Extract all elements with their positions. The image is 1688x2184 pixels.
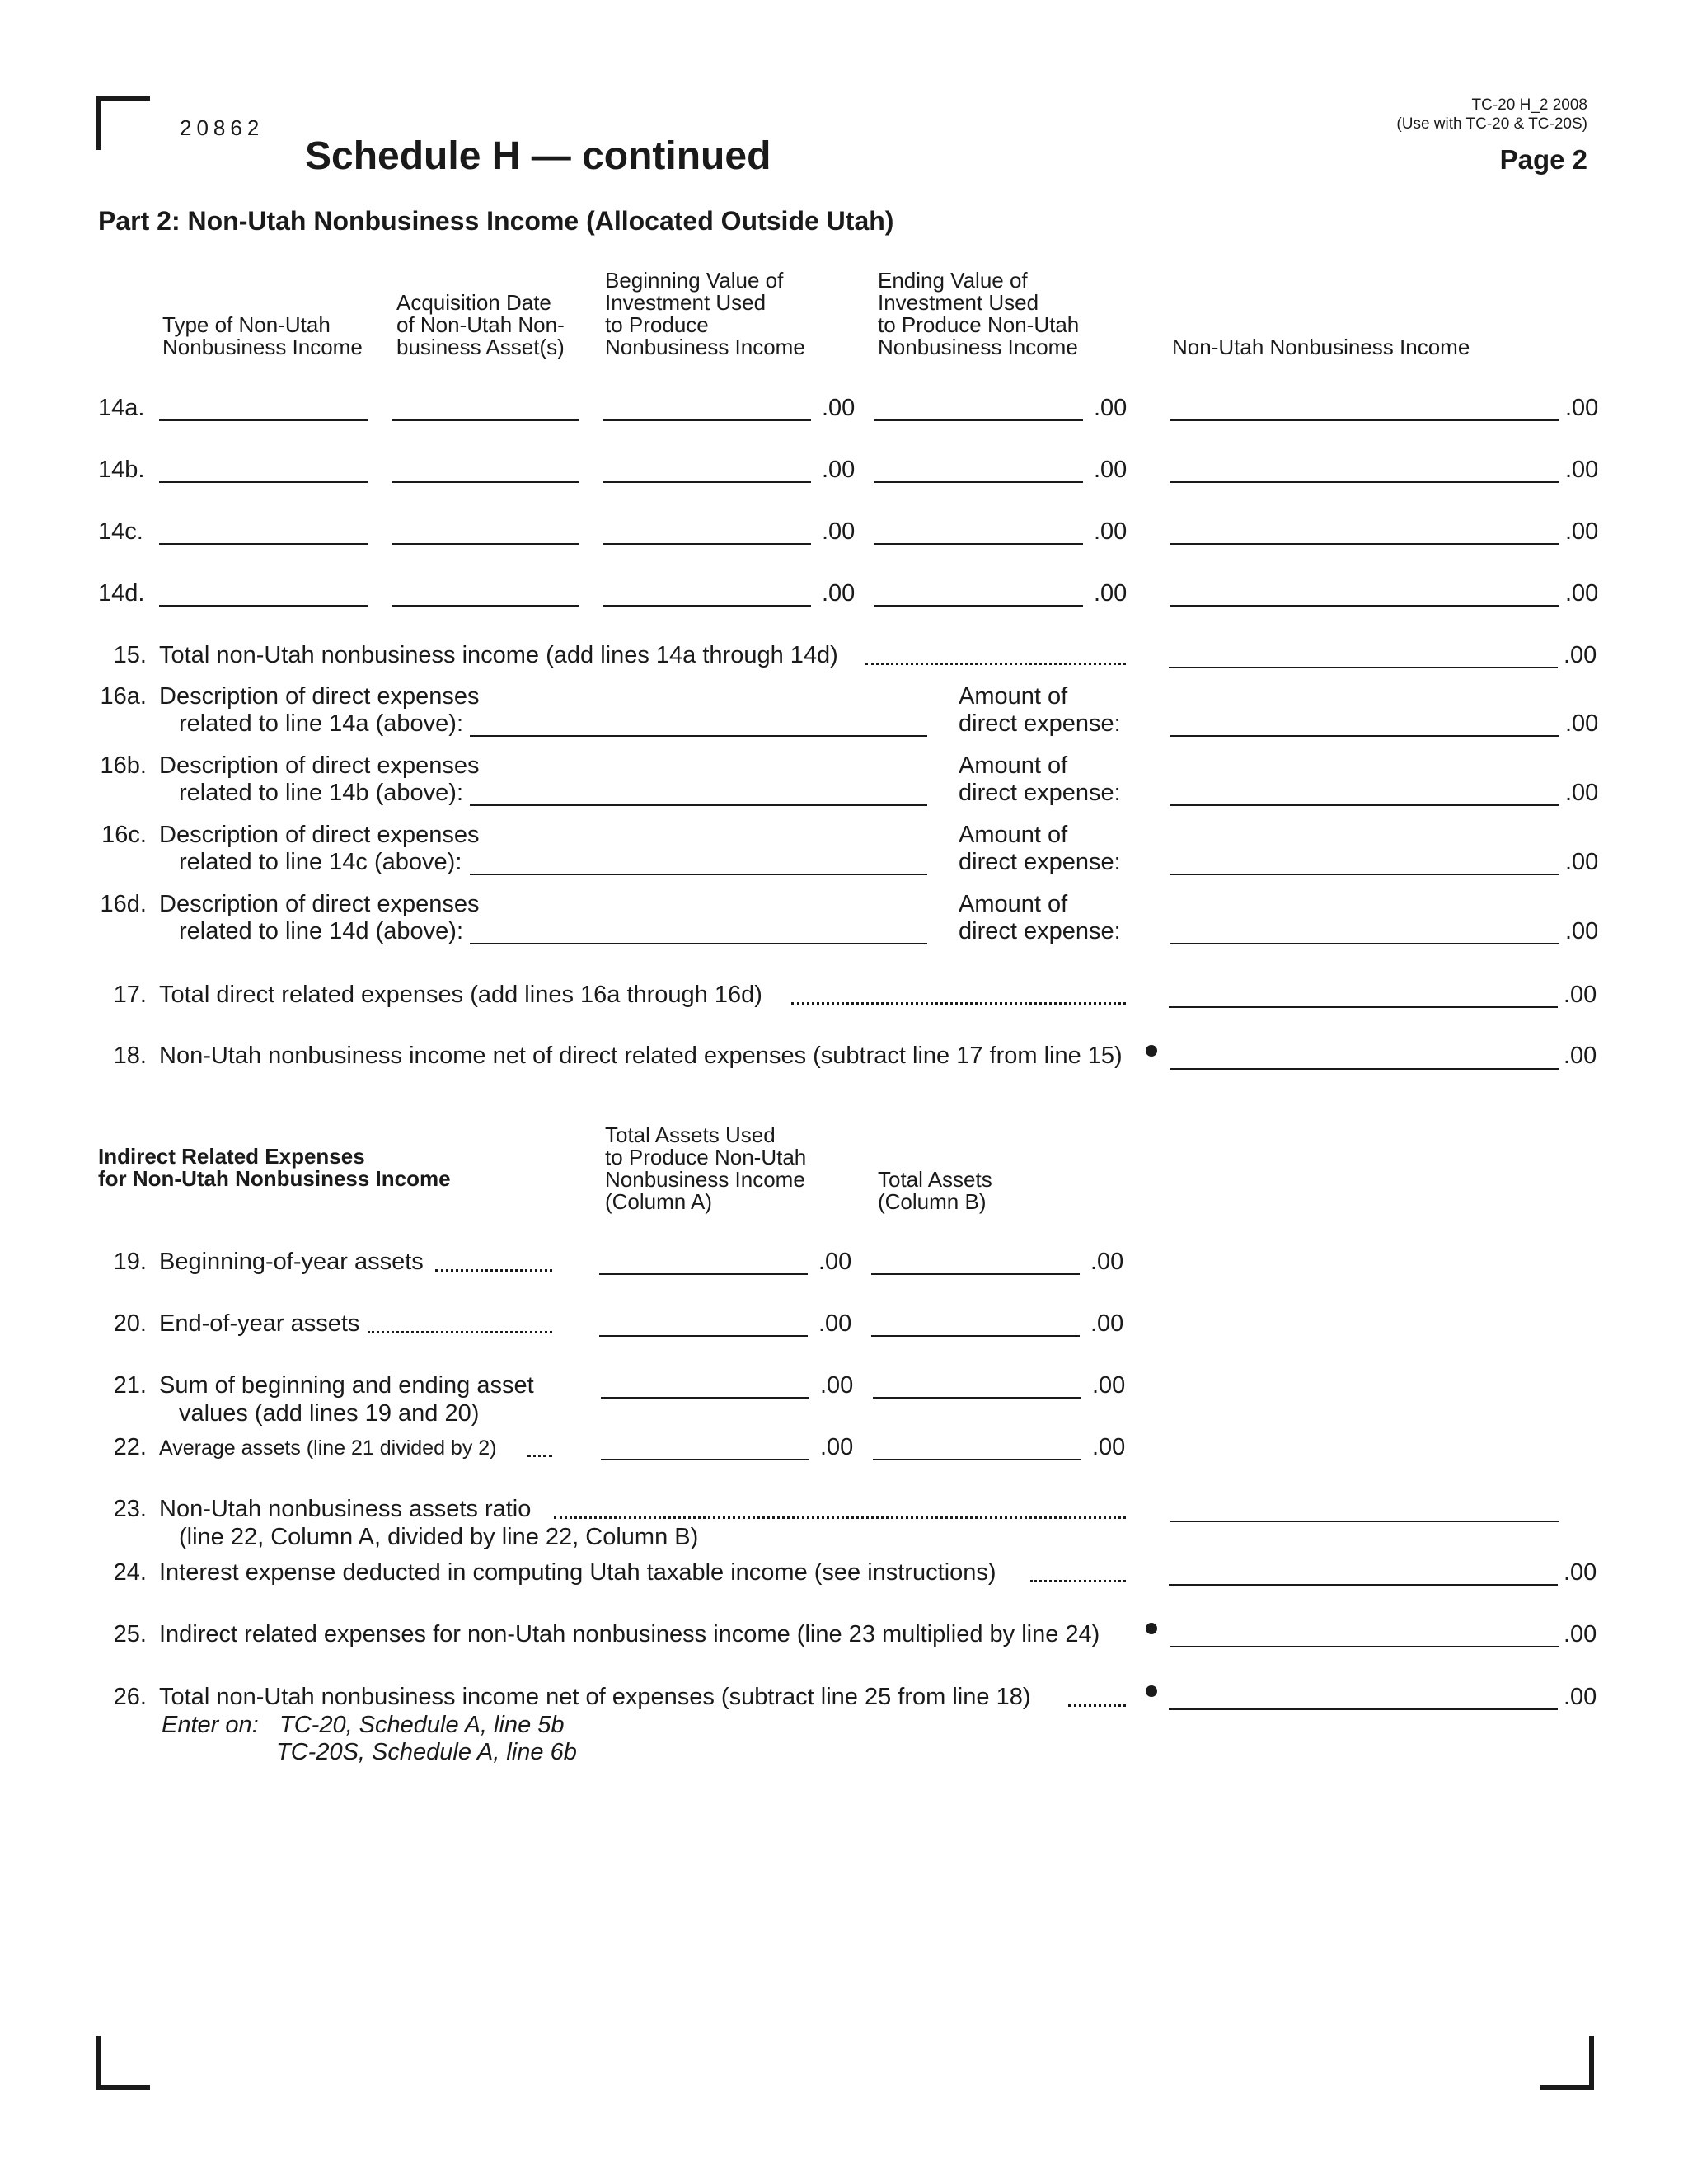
line-21-column-b-field[interactable] — [873, 1397, 1081, 1399]
enter-on-tc20: TC-20, Schedule A, line 5b — [279, 1712, 565, 1738]
line-number: 16a. — [100, 683, 147, 710]
expense-description-label-cont: related to line 14a (above): — [179, 710, 463, 737]
col-header-column-b — [878, 1169, 992, 1213]
beginning-value-field[interactable] — [603, 419, 811, 421]
cents-label: .00 — [1564, 1043, 1597, 1069]
required-bullet — [1146, 1685, 1157, 1697]
acquisition-date-field[interactable] — [392, 543, 579, 545]
direct-expense-amount-field[interactable] — [1170, 874, 1559, 875]
line-number: 14a. — [98, 395, 145, 421]
line-number: 19. — [113, 1249, 147, 1275]
line-26-amount-field[interactable] — [1169, 1708, 1558, 1710]
line-number: 17. — [113, 982, 147, 1008]
direct-expense-amount-field[interactable] — [1170, 943, 1559, 944]
line-number: 14b. — [98, 457, 145, 483]
line-number: 15. — [113, 642, 147, 668]
cents-label: .00 — [1564, 1621, 1597, 1647]
col-header-column-a — [605, 1124, 806, 1213]
dot-leader — [435, 1266, 552, 1272]
line-18-amount-field[interactable] — [1170, 1068, 1559, 1070]
line-number: 14c. — [98, 518, 143, 545]
line-24-amount-field[interactable] — [1169, 1584, 1558, 1586]
col-header-line: to Produce Non-Utah — [605, 1145, 807, 1169]
col-header-line: Beginning Value of — [605, 268, 784, 293]
line-15-text: Total non-Utah nonbusiness income (add lines 14a through 14d) — [159, 642, 838, 668]
amount-label: Amount of — [959, 891, 1068, 917]
line-number: 22. — [113, 1434, 147, 1460]
line-19-column-a-field[interactable] — [599, 1273, 808, 1275]
cents-label: .00 — [822, 580, 856, 607]
cents-label: .00 — [822, 395, 856, 421]
cents-label: .00 — [1090, 1310, 1124, 1337]
line-20-column-a-field[interactable] — [599, 1335, 808, 1337]
expense-description-label-cont: related to line 14b (above): — [179, 780, 463, 806]
corner-mark-bottom-left — [96, 2036, 150, 2090]
expense-description-field[interactable] — [470, 804, 927, 806]
dot-leader — [791, 999, 1126, 1005]
acquisition-date-field[interactable] — [392, 605, 579, 607]
line-21-text-cont: values (add lines 19 and 20) — [179, 1400, 480, 1427]
col-header-acquisition — [396, 292, 565, 359]
expense-description-label: Description of direct expenses — [159, 752, 480, 779]
line-22-text: Average assets (line 21 divided by 2) — [159, 1436, 497, 1460]
dot-leader — [528, 1451, 552, 1457]
line-19-column-b-field[interactable] — [871, 1273, 1080, 1275]
col-header-line: Investment Used — [878, 290, 1039, 315]
col-header-line: Nonbusiness Income — [605, 1167, 805, 1192]
col-header-line: to Produce — [605, 312, 709, 337]
line-number: 18. — [113, 1043, 147, 1069]
cents-label: .00 — [1564, 982, 1597, 1008]
cents-label: .00 — [1565, 780, 1599, 806]
line-number: 16b. — [100, 752, 147, 779]
type-field[interactable] — [159, 605, 368, 607]
indirect-title-line: Indirect Related Expenses — [98, 1144, 365, 1169]
cents-label: .00 — [1094, 580, 1128, 607]
beginning-value-field[interactable] — [603, 543, 811, 545]
cents-label: .00 — [1565, 849, 1599, 875]
cents-label: .00 — [1565, 918, 1599, 944]
cents-label: .00 — [820, 1372, 854, 1399]
cents-label: .00 — [1565, 518, 1599, 545]
cents-label: .00 — [1092, 1434, 1126, 1460]
cents-label: .00 — [1565, 710, 1599, 737]
enter-on-tc20s: TC-20S, Schedule A, line 6b — [276, 1739, 577, 1765]
dot-leader — [1068, 1701, 1126, 1707]
line-23-text: Non-Utah nonbusiness assets ratio — [159, 1496, 532, 1522]
cents-label: .00 — [1094, 457, 1128, 483]
required-bullet — [1146, 1045, 1157, 1057]
col-header-line: of Non-Utah Non- — [396, 312, 565, 337]
dot-leader — [368, 1328, 552, 1333]
cents-label: .00 — [1094, 518, 1128, 545]
page-number: Page 2 — [1499, 144, 1587, 175]
line-20-column-b-field[interactable] — [871, 1335, 1080, 1337]
enter-on-label: Enter on: — [162, 1712, 259, 1738]
col-header-line: to Produce Non-Utah — [878, 312, 1080, 337]
cents-label: .00 — [1092, 1372, 1126, 1399]
acquisition-date-field[interactable] — [392, 481, 579, 483]
line-18-text: Non-Utah nonbusiness income net of direct related expenses (subtract line 17 from line 15) — [159, 1043, 1123, 1069]
line-number: 23. — [113, 1496, 147, 1522]
line-25-text: Indirect related expenses for non-Utah nonbusiness income (line 23 multiplied by line 24) — [159, 1621, 1100, 1647]
ending-value-field[interactable] — [874, 419, 1083, 421]
cents-label: .00 — [822, 457, 856, 483]
amount-label-cont: direct expense: — [959, 849, 1121, 875]
expense-description-label: Description of direct expenses — [159, 683, 480, 710]
line-17-text: Total direct related expenses (add lines 16a through 16d) — [159, 982, 762, 1008]
col-header-line: Nonbusiness Income — [605, 335, 805, 359]
type-field[interactable] — [159, 419, 368, 421]
cents-label: .00 — [1564, 1559, 1597, 1586]
col-header-line: Total Assets — [878, 1167, 992, 1192]
line-21-column-a-field[interactable] — [601, 1397, 809, 1399]
cents-label: .00 — [1565, 395, 1599, 421]
amount-label-cont: direct expense: — [959, 780, 1121, 806]
dot-leader — [865, 659, 1126, 665]
expense-description-label: Description of direct expenses — [159, 822, 480, 848]
income-field[interactable] — [1170, 481, 1559, 483]
income-field[interactable] — [1170, 419, 1559, 421]
col-header-line: (Column B) — [878, 1189, 987, 1214]
line-20-text: End-of-year assets — [159, 1310, 360, 1337]
line-number: 25. — [113, 1621, 147, 1647]
income-field[interactable] — [1170, 605, 1559, 607]
amount-label: Amount of — [959, 822, 1068, 848]
col-header-line: Type of Non-Utah — [162, 312, 331, 337]
expense-description-label: Description of direct expenses — [159, 891, 480, 917]
income-field[interactable] — [1170, 543, 1559, 545]
line-23-text-cont: (line 22, Column A, divided by line 22, Column B) — [179, 1524, 699, 1550]
beginning-value-field[interactable] — [603, 481, 811, 483]
cents-label: .00 — [822, 518, 856, 545]
line-number: 16c. — [101, 822, 147, 848]
line-15-amount-field[interactable] — [1169, 667, 1558, 668]
amount-label-cont: direct expense: — [959, 710, 1121, 737]
ending-value-field[interactable] — [874, 605, 1083, 607]
ending-value-field[interactable] — [874, 543, 1083, 545]
required-bullet — [1146, 1623, 1157, 1634]
form-code — [1286, 96, 1587, 134]
col-header-line: business Asset(s) — [396, 335, 565, 359]
line-22-column-a-field[interactable] — [601, 1459, 809, 1460]
cents-label: .00 — [1564, 642, 1597, 668]
col-header-line: Nonbusiness Income — [878, 335, 1078, 359]
cents-label: .00 — [818, 1310, 852, 1337]
col-header-ending-value — [878, 269, 1079, 359]
cents-label: .00 — [1094, 395, 1128, 421]
expense-description-field[interactable] — [470, 735, 927, 737]
direct-expense-amount-field[interactable] — [1170, 804, 1559, 806]
line-21-text: Sum of beginning and ending asset — [159, 1372, 534, 1399]
line-25-amount-field[interactable] — [1170, 1646, 1559, 1647]
expense-description-field[interactable] — [470, 874, 927, 875]
cents-label: .00 — [818, 1249, 852, 1275]
dot-leader — [1030, 1577, 1126, 1582]
expense-description-field[interactable] — [470, 943, 927, 944]
indirect-title-line: for Non-Utah Nonbusiness Income — [98, 1166, 451, 1191]
line-19-text: Beginning-of-year assets — [159, 1249, 424, 1275]
line-number: 14d. — [98, 580, 145, 607]
col-header-line: Nonbusiness Income — [162, 335, 363, 359]
corner-mark-bottom-right — [1540, 2036, 1594, 2090]
amount-label-cont: direct expense: — [959, 918, 1121, 944]
col-header-line: Non-Utah Nonbusiness Income — [1172, 335, 1470, 359]
line-number: 20. — [113, 1310, 147, 1337]
line-23-ratio-field[interactable] — [1170, 1521, 1559, 1522]
direct-expense-amount-field[interactable] — [1170, 735, 1559, 737]
col-header-type — [162, 314, 363, 359]
use-with-text: (Use with TC-20 & TC-20S) — [1396, 115, 1587, 133]
cents-label: .00 — [1090, 1249, 1124, 1275]
col-header-line: Total Assets Used — [605, 1122, 776, 1147]
dot-leader — [554, 1513, 1126, 1519]
line-24-text: Interest expense deducted in computing Utah taxable income (see instructions) — [159, 1559, 996, 1586]
part2-title: Part 2: Non-Utah Nonbusiness Income (Allocated Outside Utah) — [98, 206, 894, 236]
col-header-line: Acquisition Date — [396, 290, 551, 315]
beginning-value-field[interactable] — [603, 605, 811, 607]
acquisition-date-field[interactable] — [392, 419, 579, 421]
page-title: Schedule H — continued — [305, 134, 771, 178]
type-field[interactable] — [159, 481, 368, 483]
line-22-column-b-field[interactable] — [873, 1459, 1081, 1460]
line-number: 24. — [113, 1559, 147, 1586]
cents-label: .00 — [820, 1434, 854, 1460]
amount-label: Amount of — [959, 683, 1068, 710]
ending-value-field[interactable] — [874, 481, 1083, 483]
col-header-line: (Column A) — [605, 1189, 713, 1214]
amount-label: Amount of — [959, 752, 1068, 779]
col-header-beginning-value — [605, 269, 805, 359]
col-header-line: Ending Value of — [878, 268, 1028, 293]
cents-label: .00 — [1565, 457, 1599, 483]
form-code-text: TC-20 H_2 2008 — [1471, 96, 1587, 114]
line-number: 16d. — [100, 891, 147, 917]
line-26-text: Total non-Utah nonbusiness income net of expenses (subtract line 25 from line 18) — [159, 1684, 1031, 1710]
corner-mark-top-left — [96, 96, 150, 150]
col-header-income — [1172, 336, 1470, 359]
line-17-amount-field[interactable] — [1169, 1006, 1558, 1008]
cents-label: .00 — [1565, 580, 1599, 607]
line-number: 26. — [113, 1684, 147, 1710]
type-field[interactable] — [159, 543, 368, 545]
indirect-section-title — [98, 1146, 451, 1190]
line-number: 21. — [113, 1372, 147, 1399]
form-number: 20862 — [180, 115, 265, 140]
cents-label: .00 — [1564, 1684, 1597, 1710]
expense-description-label-cont: related to line 14d (above): — [179, 918, 463, 944]
col-header-line: Investment Used — [605, 290, 767, 315]
expense-description-label-cont: related to line 14c (above): — [179, 849, 462, 875]
